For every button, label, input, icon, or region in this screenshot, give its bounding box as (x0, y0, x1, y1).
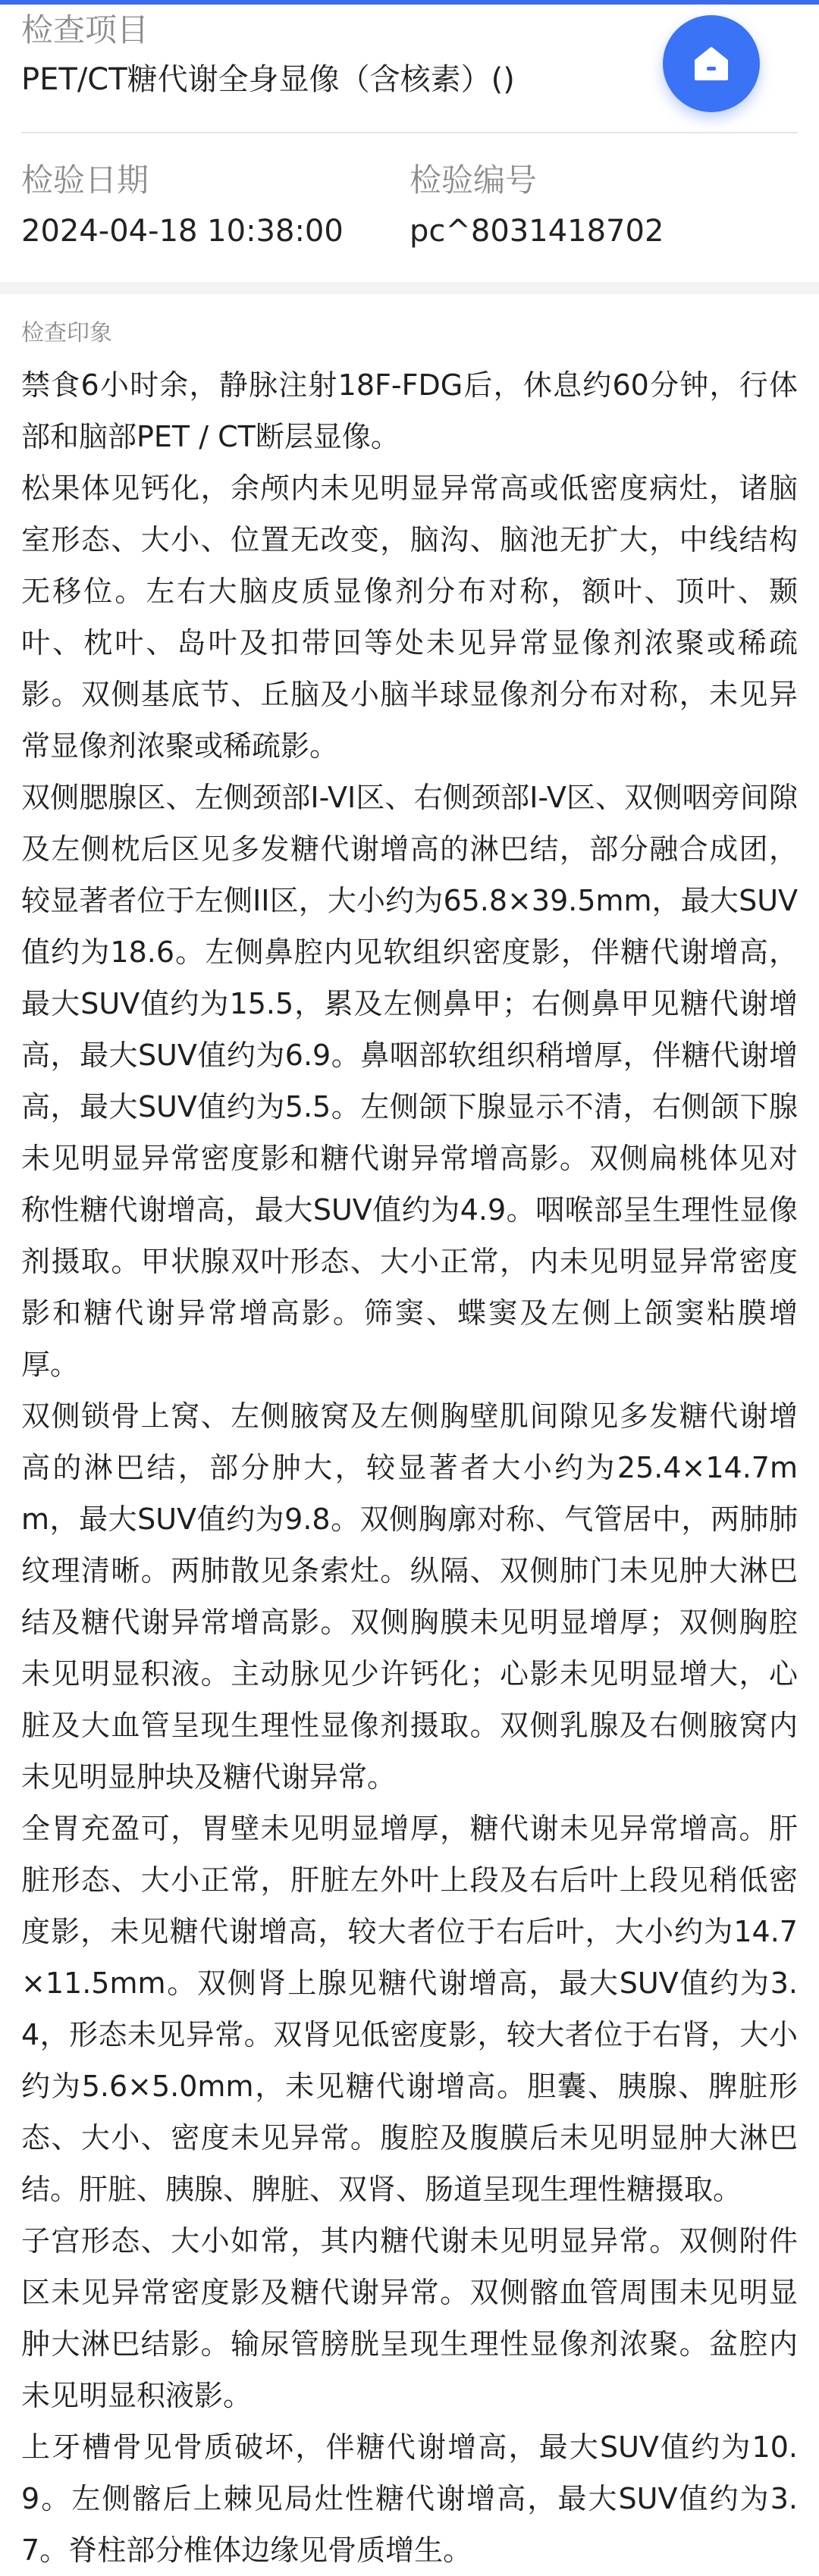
exam-date-label: 检验日期 (21, 161, 149, 199)
impression-label: 检查印象 (21, 320, 112, 346)
impression-paragraph: 子宫形态、大小如常，其内糖代谢未见明显异常。双侧附件区未见异常密度影及糖代谢异常。双侧髂血管周围未见明显肿大淋巴结影。输尿管膀胱呈现生理性显像剂浓聚。盆腔内未见明显积液影。 (21, 2224, 798, 2412)
impression-paragraph: 上牙槽骨见骨质破坏，伴糖代谢增高，最大SUV值约为10.9。左侧髂后上棘见局灶性糖代谢增高，最大SUV值约为3.7。脊柱部分椎体边缘见骨质增生。 (21, 2430, 798, 2567)
impression-paragraph: 全胃充盈可，胃壁未见明显增厚，糖代谢未见异常增高。肝脏形态、大小正常，肝脏左外叶上段及右后叶上段见稍低密度影，未见糖代谢增高，较大者位于右后叶，大小约为14.7×11.5mm。双侧肾上腺见糖代谢增高，最大SUV值约为3.4，形态未见异常。双肾见低密度影，较大者位于右肾，大小约为5.6×5.0mm，未见糖代谢增高。胆囊、胰腺、脾脏形态、大小、密度未见异常。腹腔及腹膜后未见明显肿大淋巴结。肝脏、胰腺、脾脏、双肾、肠道呈现生理性糖摄取。 (21, 1812, 798, 2206)
impression-paragraph: 双侧锁骨上窝、左侧腋窝及左侧胸壁肌间隙见多发糖代谢增高的淋巴结，部分肿大，较显著者大小约为25.4×14.7mm，最大SUV值约为9.8。双侧胸廓对称、气管居中，两肺肺纹理清晰。两肺散见条索灶。纵隔、双侧肺门未见肿大淋巴结及糖代谢异常增高影。双侧胸膜未见明显增厚；双侧胸腔未见明显积液。主动脉见少许钙化；心影未见明显增大，心脏及大血管呈现生理性显像剂摄取。双侧乳腺及右侧腋窝内未见明显肿块及糖代谢异常。 (21, 1399, 798, 1794)
home-icon (690, 42, 733, 85)
impression-body (21, 359, 798, 2576)
impression-paragraph: 松果体见钙化，余颅内未见明显异常高或低密度病灶，诸脑室形态、大小、位置无改变，脑沟、脑池无扩大，中线结构无移位。左右大脑皮质显像剂分布对称，额叶、顶叶、颞叶、枕叶、岛叶及扣带回等处未见异常显像剂浓聚或稀疏影。双侧基底节、丘脑及小脑半球显像剂分布对称，未见异常显像剂浓聚或稀疏影。 (21, 472, 798, 763)
exam-number-value: pc^8031418702 (410, 214, 664, 249)
impression-paragraph: 双侧腮腺区、左侧颈部I-VI区、右侧颈部I-V区、双侧咽旁间隙及左侧枕后区见多发糖代谢增高的淋巴结，部分融合成团，较显著者位于左侧II区，大小约为65.8×39.5mm，最大SUV值约为18.6。左侧鼻腔内见软组织密度影，伴糖代谢增高，最大SUV值约为15.5，累及左侧鼻甲；右侧鼻甲见糖代谢增高，最大SUV值约为6.9。鼻咽部软组织稍增厚，伴糖代谢增高，最大SUV值约为5.5。左侧颌下腺显示不清，右侧颌下腺未见明显异常密度影和糖代谢异常增高影。双侧扁桃体见对称性糖代谢增高，最大SUV值约为4.9。咽喉部呈生理性显像剂摄取。甲状腺双叶形态、大小正常，内未见明显异常密度影和糖代谢异常增高影。筛窦、蝶窦及左侧上颌窦粘膜增厚。 (21, 781, 798, 1381)
exam-number-section (410, 161, 789, 250)
exam-date-section (21, 161, 400, 250)
impression-paragraph: 禁食6小时余，静脉注射18F-FDG后，休息约60分钟，行体部和脑部PET / CT断层显像。 (21, 368, 798, 453)
exam-date-value: 2024-04-18 10:38:00 (21, 214, 344, 249)
divider (21, 132, 798, 133)
exam-number-label: 检验编号 (410, 161, 538, 199)
home-button[interactable] (663, 15, 760, 112)
top-accent-line (0, 0, 819, 5)
impression-section (21, 318, 798, 2576)
exam-item-label: 检查项目 (21, 11, 149, 49)
section-separator (0, 282, 819, 294)
exam-item-value: PET/CT糖代谢全身显像（含核素）() (21, 62, 515, 97)
